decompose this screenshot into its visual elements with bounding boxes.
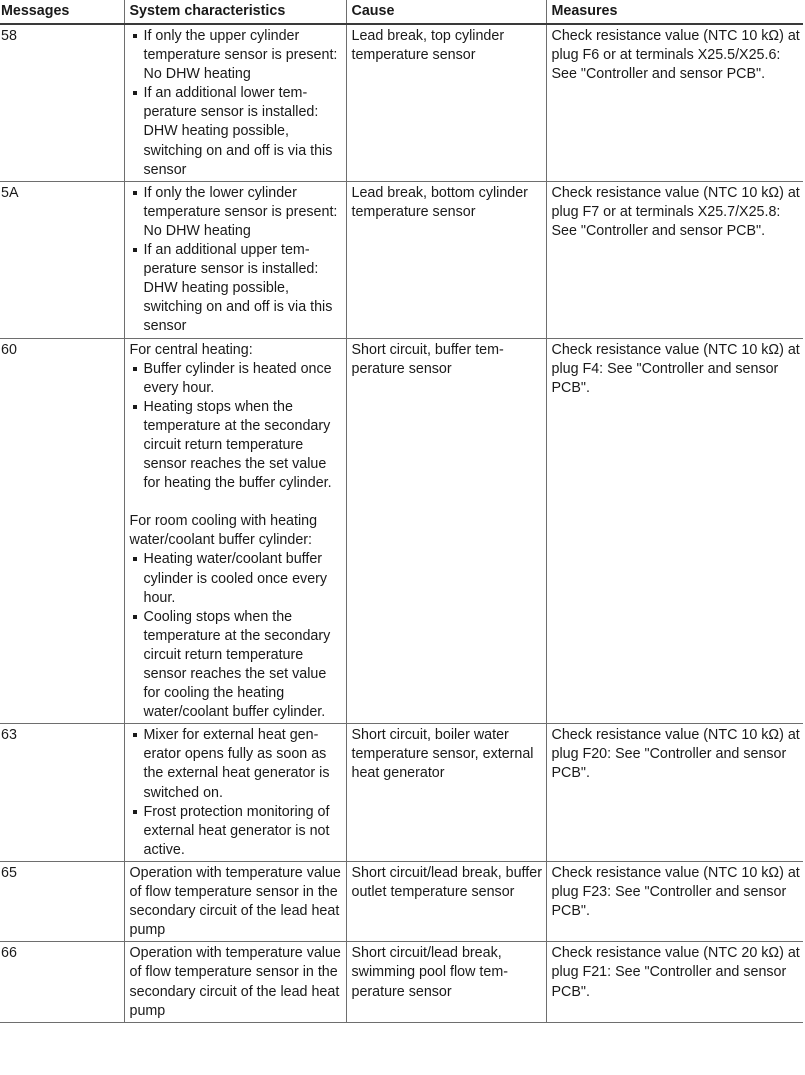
system-characteristics-cell <box>124 24 346 181</box>
characteristics-bullet-list <box>130 27 343 180</box>
characteristics-bullet-item: Heating water/coolant buffer cylinder is cooled once every hour. <box>130 550 343 607</box>
characteristics-bullet-item: If only the upper cylinder temperature sensor is present: No DHW heating <box>130 27 343 84</box>
characteristics-intro-text: For room cooling with heating water/coolant buffer cylinder: <box>129 513 318 549</box>
header-messages: Messages <box>0 0 124 24</box>
message-code-cell: 66 <box>0 942 124 1022</box>
cause-cell: Lead break, top cylinder temperature sensor <box>346 24 546 181</box>
characteristics-bullet-item: If an additional upper temperature sensor is installed: DHW heating possible, switching on and off is via this sensor <box>130 241 343 336</box>
message-code-cell: 58 <box>1 28 17 44</box>
characteristics-bullet-item: Mixer for external heat generator opens fully as soon as the external heat generator is switched on. <box>130 726 343 802</box>
header-system-characteristics: System characteristics <box>124 0 346 24</box>
system-characteristics-cell <box>124 181 346 338</box>
system-characteristics-cell <box>124 724 346 862</box>
characteristics-bullet-item: If only the lower cylinder temperature sensor is present: No DHW heating <box>130 184 343 241</box>
header-measures: Measures <box>546 0 803 24</box>
cause-cell: Short circuit/lead break, swimming pool flow temperature sensor <box>346 942 546 1022</box>
table-body <box>0 24 803 1022</box>
message-code-cell: 5A <box>0 181 124 338</box>
characteristics-intro-text: Operation with temperature value of flow temperature sensor in the secondary circuit of the lead heat pump <box>129 945 341 1019</box>
header-cause: Cause <box>346 0 546 24</box>
characteristics-bullet-list <box>130 550 343 722</box>
table-row <box>0 181 803 338</box>
cause-cell: Lead break, bottom cylinder temperature sensor <box>346 181 546 338</box>
table-row <box>0 338 803 724</box>
table-row <box>0 724 803 862</box>
table-header <box>0 0 803 24</box>
message-code-cell: 65 <box>0 861 124 941</box>
characteristics-bullet-list <box>130 360 343 494</box>
characteristics-bullet-item: If an additional lower temperature sensor is installed: DHW heating possible, switching on and off is via this sensor <box>130 84 343 179</box>
system-characteristics-cell <box>124 942 346 1022</box>
table-row <box>0 24 803 181</box>
characteristics-bullet-list <box>130 184 343 337</box>
group-spacer <box>130 493 343 512</box>
message-code-cell: 63 <box>0 724 124 862</box>
system-characteristics-cell <box>124 861 346 941</box>
message-code-cell: 60 <box>0 338 124 724</box>
system-characteristics-cell <box>124 338 346 724</box>
table-row <box>0 861 803 941</box>
characteristics-bullet-list <box>130 726 343 860</box>
cause-cell: Short circuit/lead break, buffer outlet temperature sensor <box>346 861 546 941</box>
measures-cell: Check resistance value (NTC 10 kΩ) at plug F4: See "Controller and sensor PCB". <box>546 338 803 724</box>
measures-cell: Check resistance value (NTC 10 kΩ) at plug F7 or at terminals X25.7/X25.8: See "Controller and sensor PCB". <box>546 181 803 338</box>
measures-cell: Check resistance value (NTC 20 kΩ) at plug F21: See "Controller and sensor PCB". <box>546 942 803 1022</box>
header-row <box>0 0 803 24</box>
characteristics-bullet-item: Buffer cylinder is heated once every hour. <box>130 360 343 398</box>
cause-cell: Short circuit, buffer temperature sensor <box>346 338 546 724</box>
characteristics-intro-text: Operation with temperature value of flow temperature sensor in the secondary circuit of the lead heat pump <box>129 864 341 939</box>
measures-cell: Check resistance value (NTC 10 kΩ) at plug F23: See "Controller and sensor PCB". <box>546 861 803 941</box>
characteristics-intro-text: For central heating: <box>129 341 253 358</box>
characteristics-bullet-item: Heating stops when the temperature at the secondary circuit return temperature sensor reaches the set value for heating the buffer cylinder. <box>130 398 343 493</box>
characteristics-bullet-item: Cooling stops when the temperature at the secondary circuit return temperature sensor reaches the set value for cooling the heating water/coolant buffer cylinder. <box>130 608 343 723</box>
measures-cell: Check resistance value (NTC 10 kΩ) at plug F20: See "Controller and sensor PCB". <box>546 724 803 862</box>
measures-cell: Check resistance value (NTC 10 kΩ) at plug F6 or at terminals X25.5/X25.6: See "Controller and sensor PCB". <box>546 24 803 181</box>
cause-cell: Short circuit, boiler water temperature sensor, external heat generator <box>346 724 546 862</box>
characteristics-bullet-item: Frost protection monitoring of external heat generator is not active. <box>130 803 343 860</box>
table-row <box>0 942 803 1022</box>
